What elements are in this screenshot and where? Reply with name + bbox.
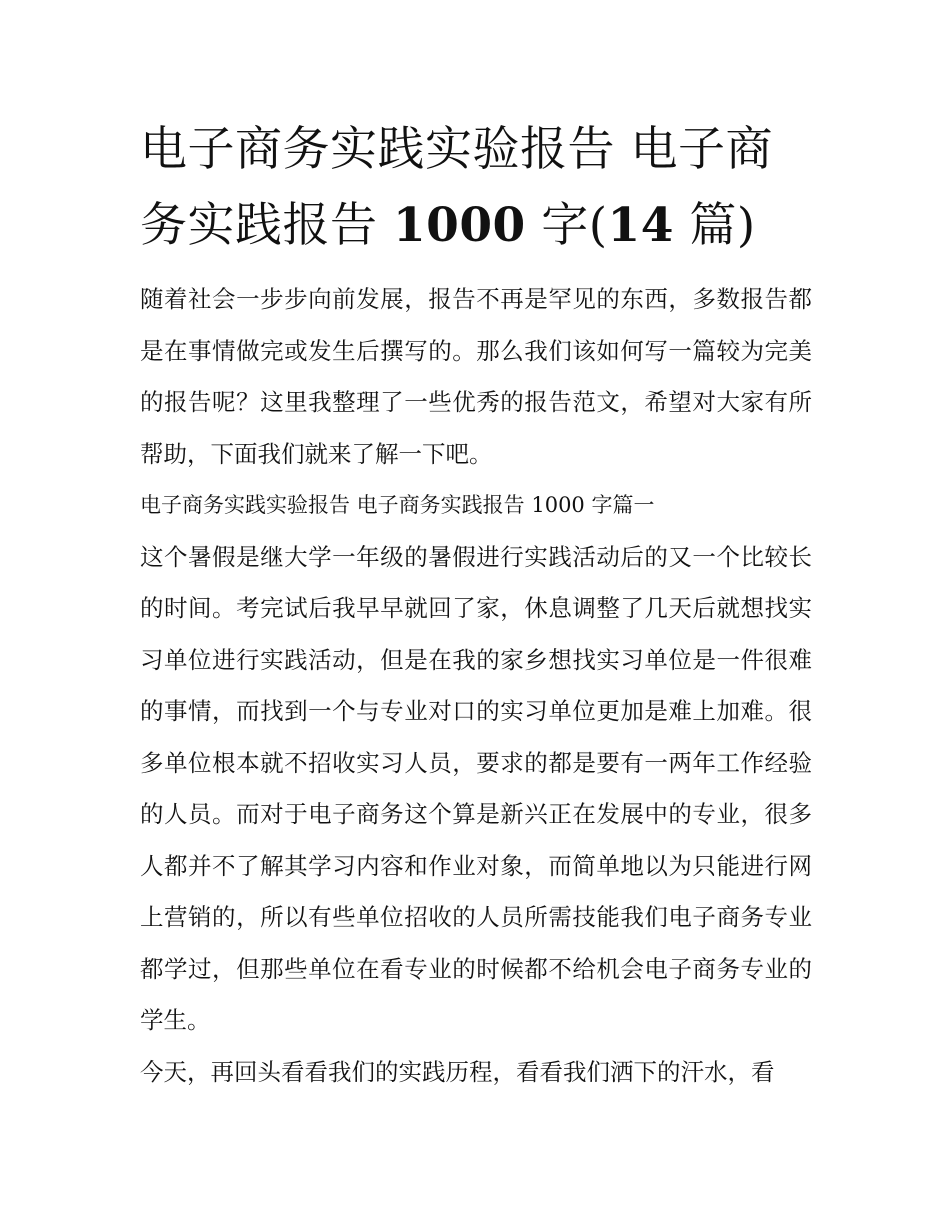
body-paragraph-1: 这个暑假是继大学一年级的暑假进行实践活动后的又一个比较长的时间。考完试后我早早就回了家，休息调整了几天后就想找实习单位进行实践活动，但是在我的家乡想找实习单位是一件很难的事情，而找到一个与专业对口的实习单位更加是难上加难。很多单位根本就不招收实习人员，要求的都是要有一两年工作经验的人员。而对于电子商务这个算是新兴正在发展中的专业，很多人都并不了解其学习内容和作业对象，而简单地以为只能进行网上营销的，所以有些单位招收的人员所需技能我们电子商务专业都学过，但那些单位在看专业的时候都不给机会电子商务专业的学生。 bbox=[140, 542, 812, 1034]
title-count: 14 bbox=[607, 198, 674, 253]
title-text-3: 篇) bbox=[673, 198, 756, 253]
intro-paragraph: 随着社会一步步向前发展，报告不再是罕见的东西，多数报告都是在事情做完或发生后撰写的。那么我们该如何写一篇较为完美的报告呢？这里我整理了一些优秀的报告范文，希望对大家有所帮助，下面我们就来了解一下吧。 bbox=[140, 285, 812, 468]
title-text-2: 字( bbox=[525, 198, 608, 253]
title-number: 1000 bbox=[392, 198, 526, 253]
section-heading: 电子商务实践实验报告 电子商务实践报告 1000 字篇一 bbox=[140, 493, 655, 517]
document-title bbox=[140, 112, 812, 264]
document-page bbox=[140, 112, 812, 1098]
body-paragraph-2: 今天，再回头看看我们的实践历程，看看我们洒下的汗水，看 bbox=[140, 1057, 775, 1086]
title-text-1: 电子商务实践实验报告 电子商务实践报告 bbox=[140, 122, 773, 253]
